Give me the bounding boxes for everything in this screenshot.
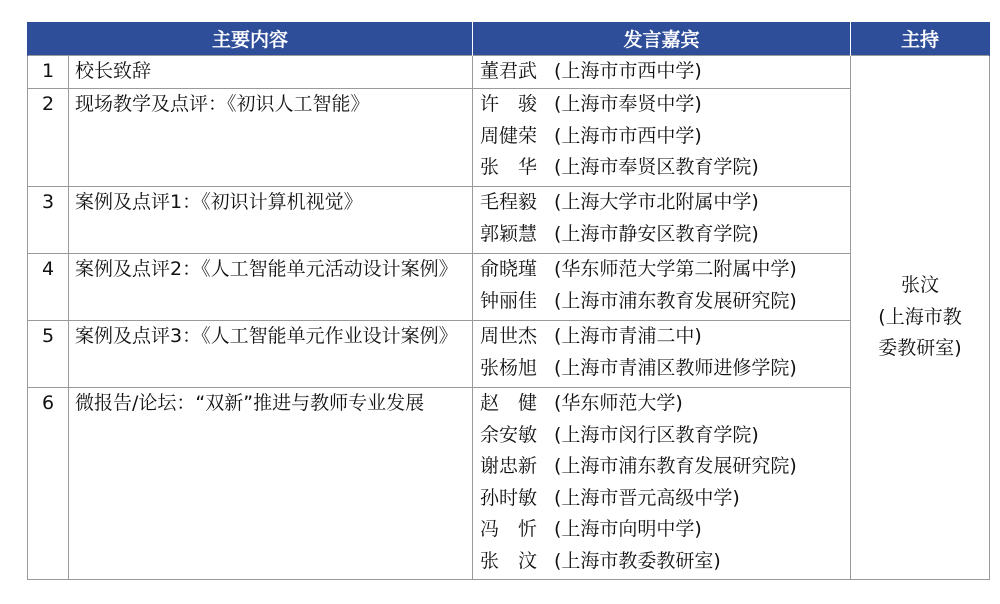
speaker-org: (上海市闵行区教育学院) [554,423,759,446]
header-speakers: 发言嘉宾 [473,22,851,56]
row-number: 1 [28,56,69,89]
row-topic [69,56,473,89]
speaker-org: (上海市奉贤区教育学院) [554,156,759,178]
speaker-org: (上海市浦东教育发展研究院) [554,289,797,312]
speaker-name: 冯 忻 [480,518,538,540]
table-row [28,187,990,254]
speaker-name: 张 汶 [480,549,538,572]
speaker-entry [480,353,850,385]
speaker-name: 许 骏 [480,93,538,115]
row-topic [69,254,473,321]
row-topic [69,187,473,254]
speaker-name: 余安敏 [480,423,538,446]
speaker-entry [480,451,850,483]
speaker-org: (华东师范大学) [554,392,683,414]
row-speakers [473,89,851,187]
speaker-org: (上海市市西中学) [554,124,702,147]
speaker-org: (上海市向明中学) [554,518,702,540]
table-row [28,56,990,89]
topic-text: 现场教学及点评：《初识人工智能》 [75,93,370,115]
speaker-org: (上海市奉贤中学) [554,93,702,115]
row-number: 3 [28,187,69,254]
speaker-name: 郭颖慧 [480,222,538,245]
table-row [28,254,990,321]
speaker-entry [480,514,850,546]
topic-text: 微报告/论坛：“双新”推进与教师专业发展 [75,392,425,414]
host-org-line1: (上海市教 [878,305,962,328]
speaker-org: (上海市晋元高级中学) [554,486,740,509]
row-speakers [473,388,851,580]
speaker-org: (上海市教委教研室) [554,549,721,572]
topic-text: 校长致辞 [75,60,152,82]
row-number: 6 [28,388,69,580]
speaker-entry [480,321,850,353]
table-row [28,321,990,388]
speaker-entry [480,152,850,184]
speaker-entry [480,483,850,515]
speaker-entry [480,254,850,286]
header-content: 主要内容 [28,22,473,56]
host-cell [851,56,990,580]
topic-text: 案例及点评1：《初识计算机视觉》 [75,191,363,213]
row-speakers [473,56,851,89]
speaker-org: (上海市青浦区教师进修学院) [554,356,797,379]
speaker-name: 赵 健 [480,392,538,414]
speaker-org: (上海市浦东教育发展研究院) [554,455,797,477]
speaker-entry [480,219,850,251]
row-number: 4 [28,254,69,321]
row-speakers [473,187,851,254]
table-row [28,89,990,187]
speaker-entry [480,388,850,420]
topic-text: 案例及点评3：《人工智能单元作业设计案例》 [75,325,458,347]
agenda-table [27,22,990,580]
speaker-name: 董君武 [480,60,538,82]
speaker-entry [480,187,850,219]
row-topic [69,388,473,580]
topic-text: 案例及点评2：《人工智能单元活动设计案例》 [75,258,458,280]
speaker-name: 谢忠新 [480,455,538,477]
row-number: 2 [28,89,69,187]
speaker-name: 毛程毅 [480,191,538,213]
row-topic [69,89,473,187]
speaker-name: 孙时敏 [480,486,538,509]
speaker-entry [480,89,850,121]
speaker-org: (上海市市西中学) [554,60,702,82]
speaker-entry [480,121,850,153]
row-topic [69,321,473,388]
speaker-name: 周世杰 [480,325,538,347]
speaker-name: 俞晓瑾 [480,258,538,280]
speaker-org: (上海市青浦二中) [554,325,702,347]
speaker-org: (上海市静安区教育学院) [554,222,759,245]
header-host: 主持 [851,22,990,56]
speaker-name: 钟丽佳 [480,289,538,312]
speaker-entry [480,420,850,452]
row-number: 5 [28,321,69,388]
speaker-name: 张杨旭 [480,356,538,379]
host-org-line2: 委教研室) [878,337,962,360]
speaker-org: (上海大学市北附属中学) [554,191,759,213]
speaker-name: 张 华 [480,156,538,178]
speaker-name: 周健荣 [480,124,538,147]
host-name: 张汶 [901,274,940,297]
speaker-entry [480,286,850,318]
speaker-entry [480,546,850,578]
speaker-org: (华东师范大学第二附属中学) [554,258,797,280]
row-speakers [473,321,851,388]
row-speakers [473,254,851,321]
speaker-entry [480,56,850,88]
header-row [28,22,990,56]
table-row [28,388,990,580]
